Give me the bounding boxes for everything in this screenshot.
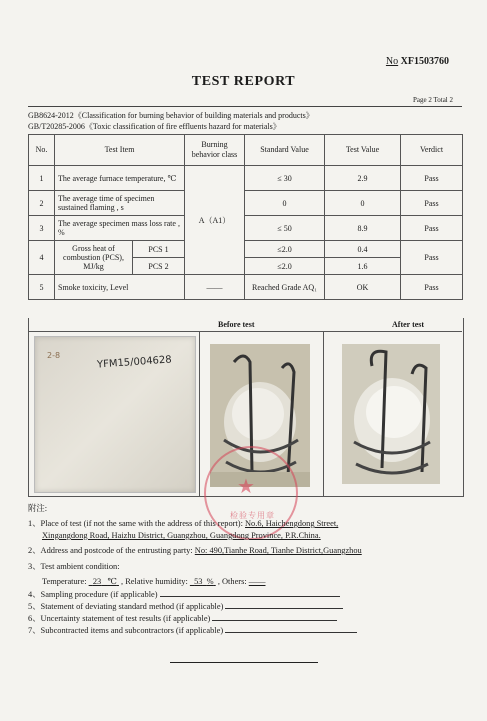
after-test-photo bbox=[342, 344, 440, 484]
header-test-item: Test Item bbox=[55, 135, 185, 166]
standard-line-1: GB8624-2012《Classification for burning behavior of building materials and products》 bbox=[28, 111, 314, 120]
photos-header-rule bbox=[28, 331, 462, 332]
row-test: 0.4 bbox=[325, 241, 401, 258]
note-6 bbox=[28, 612, 337, 624]
temperature-value: 23 bbox=[92, 577, 102, 586]
ambient-condition-line bbox=[42, 576, 266, 587]
row-standard: ≤2.0 bbox=[245, 241, 325, 258]
specimen-photo bbox=[34, 336, 196, 493]
header-no: No. bbox=[29, 135, 55, 166]
note-5 bbox=[28, 600, 343, 612]
row-verdict: Pass bbox=[401, 166, 463, 191]
burning-class-cell: A（A1） bbox=[185, 166, 245, 275]
row-subitem: PCS 2 bbox=[133, 258, 185, 275]
note-5-label: 5、Statement of deviating standard method (if applicable) bbox=[28, 602, 224, 611]
header-standard-value: Standard Value bbox=[245, 135, 325, 166]
header-rule bbox=[28, 106, 462, 107]
note-7 bbox=[28, 624, 357, 636]
row-subitem: PCS 1 bbox=[133, 241, 185, 258]
row-test: 1.6 bbox=[325, 258, 401, 275]
note-1-label: 1、Place of test (if not the same with the address of this report): bbox=[28, 519, 243, 528]
results-table bbox=[28, 134, 463, 300]
row-no: 3 bbox=[29, 216, 55, 241]
row-standard: 0 bbox=[245, 191, 325, 216]
humidity-value: 53 bbox=[194, 577, 203, 586]
row-standard: ≤ 50 bbox=[245, 216, 325, 241]
row-no: 1 bbox=[29, 166, 55, 191]
note-7-label: 7、Subcontracted items and subcontractors (if applicable) bbox=[28, 626, 224, 635]
note-1-cont bbox=[42, 530, 321, 541]
row-verdict: Pass bbox=[401, 216, 463, 241]
row-item: The average furnace temperature, ℃ bbox=[55, 166, 185, 191]
note-4-blank bbox=[160, 588, 340, 597]
row-item: Smoke toxicity, Level bbox=[55, 275, 185, 300]
header-verdict: Verdict bbox=[401, 135, 463, 166]
row-test: 2.9 bbox=[325, 166, 401, 191]
humidity-label: , Relative humidity: bbox=[121, 577, 188, 586]
photos-divider-1 bbox=[199, 331, 200, 496]
report-title: TEST REPORT bbox=[191, 74, 296, 89]
note-3: 3、Test ambient condition: bbox=[28, 562, 120, 571]
row-verdict: Pass bbox=[401, 241, 463, 275]
notes-heading: 附注: bbox=[28, 504, 48, 513]
photos-divider-2 bbox=[323, 331, 324, 496]
row-test: 0 bbox=[325, 191, 401, 216]
specimen-id: YFM15/004628 bbox=[96, 354, 173, 371]
report-number bbox=[386, 56, 449, 67]
stamp-star-icon: ★ bbox=[237, 476, 255, 498]
row-test: 8.9 bbox=[325, 216, 401, 241]
humidity-unit: % bbox=[206, 577, 214, 586]
row-standard: Reached Grade AQ₁ bbox=[245, 275, 325, 300]
temperature-field bbox=[89, 577, 119, 586]
note-4-label: 4、Sampling procedure (if applicable) bbox=[28, 590, 158, 599]
table-header-row bbox=[29, 135, 463, 166]
row-no: 5 bbox=[29, 275, 55, 300]
stamp-text: 检验专用章 bbox=[230, 511, 275, 520]
row-standard: ≤ 30 bbox=[245, 166, 325, 191]
row-no: 4 bbox=[29, 241, 55, 275]
row-test: OK bbox=[325, 275, 401, 300]
report-number-prefix: No bbox=[385, 56, 399, 67]
footer-rule bbox=[170, 662, 318, 663]
note-1-value-a: No.6, Haichengdong Street, bbox=[245, 519, 339, 528]
note-4 bbox=[28, 588, 340, 600]
header-test-value: Test Value bbox=[325, 135, 401, 166]
standard-line-2: GB/T20285-2006《Toxic classification of fire effluents hazard for materials》 bbox=[28, 122, 281, 131]
humidity-field bbox=[190, 577, 216, 586]
specimen-mark: 2-8 bbox=[47, 351, 61, 360]
before-test-label: Before test bbox=[218, 320, 255, 329]
row-no: 2 bbox=[29, 191, 55, 216]
table-row bbox=[29, 166, 463, 191]
temperature-label: Temperature: bbox=[42, 577, 87, 586]
after-test-photo-image bbox=[342, 344, 440, 484]
note-2-label: 2、Address and postcode of the entrusting party: bbox=[28, 546, 193, 555]
page-info: Page 2 Total 2 bbox=[412, 96, 453, 104]
row-item: Gross heat of combustion (PCS), MJ/kg bbox=[55, 241, 133, 275]
report-number-value: XF1503760 bbox=[400, 56, 449, 67]
table-row bbox=[29, 275, 463, 300]
table-row bbox=[29, 216, 463, 241]
header-burning-class: Burning behavior class bbox=[185, 135, 245, 166]
row-burning: —— bbox=[185, 275, 245, 300]
temperature-unit: ℃ bbox=[107, 577, 117, 586]
note-5-blank bbox=[225, 600, 343, 609]
note-1-value-b: Xingangdong Road, Haizhu District, Guangzhou, Guangdong Province, P.R.China. bbox=[42, 531, 321, 540]
others-label: , Others: bbox=[217, 577, 247, 586]
note-7-blank bbox=[225, 624, 357, 633]
table-row bbox=[29, 191, 463, 216]
row-standard: ≤2.0 bbox=[245, 258, 325, 275]
table-row bbox=[29, 241, 463, 258]
row-verdict: Pass bbox=[401, 191, 463, 216]
row-item: The average specimen mass loss rate , % bbox=[55, 216, 185, 241]
others-value: —— bbox=[248, 577, 266, 586]
note-6-blank bbox=[212, 612, 337, 621]
row-item: The average time of specimen sustained flaming , s bbox=[55, 191, 185, 216]
row-verdict: Pass bbox=[401, 275, 463, 300]
note-1 bbox=[28, 518, 338, 529]
note-6-label: 6、Uncertainty statement of test results (if applicable) bbox=[28, 614, 211, 623]
after-test-label: After test bbox=[392, 320, 425, 329]
note-2 bbox=[28, 545, 362, 556]
note-2-value: No: 490,Tianhe Road, Tianhe District,Guangzhou bbox=[194, 546, 362, 555]
